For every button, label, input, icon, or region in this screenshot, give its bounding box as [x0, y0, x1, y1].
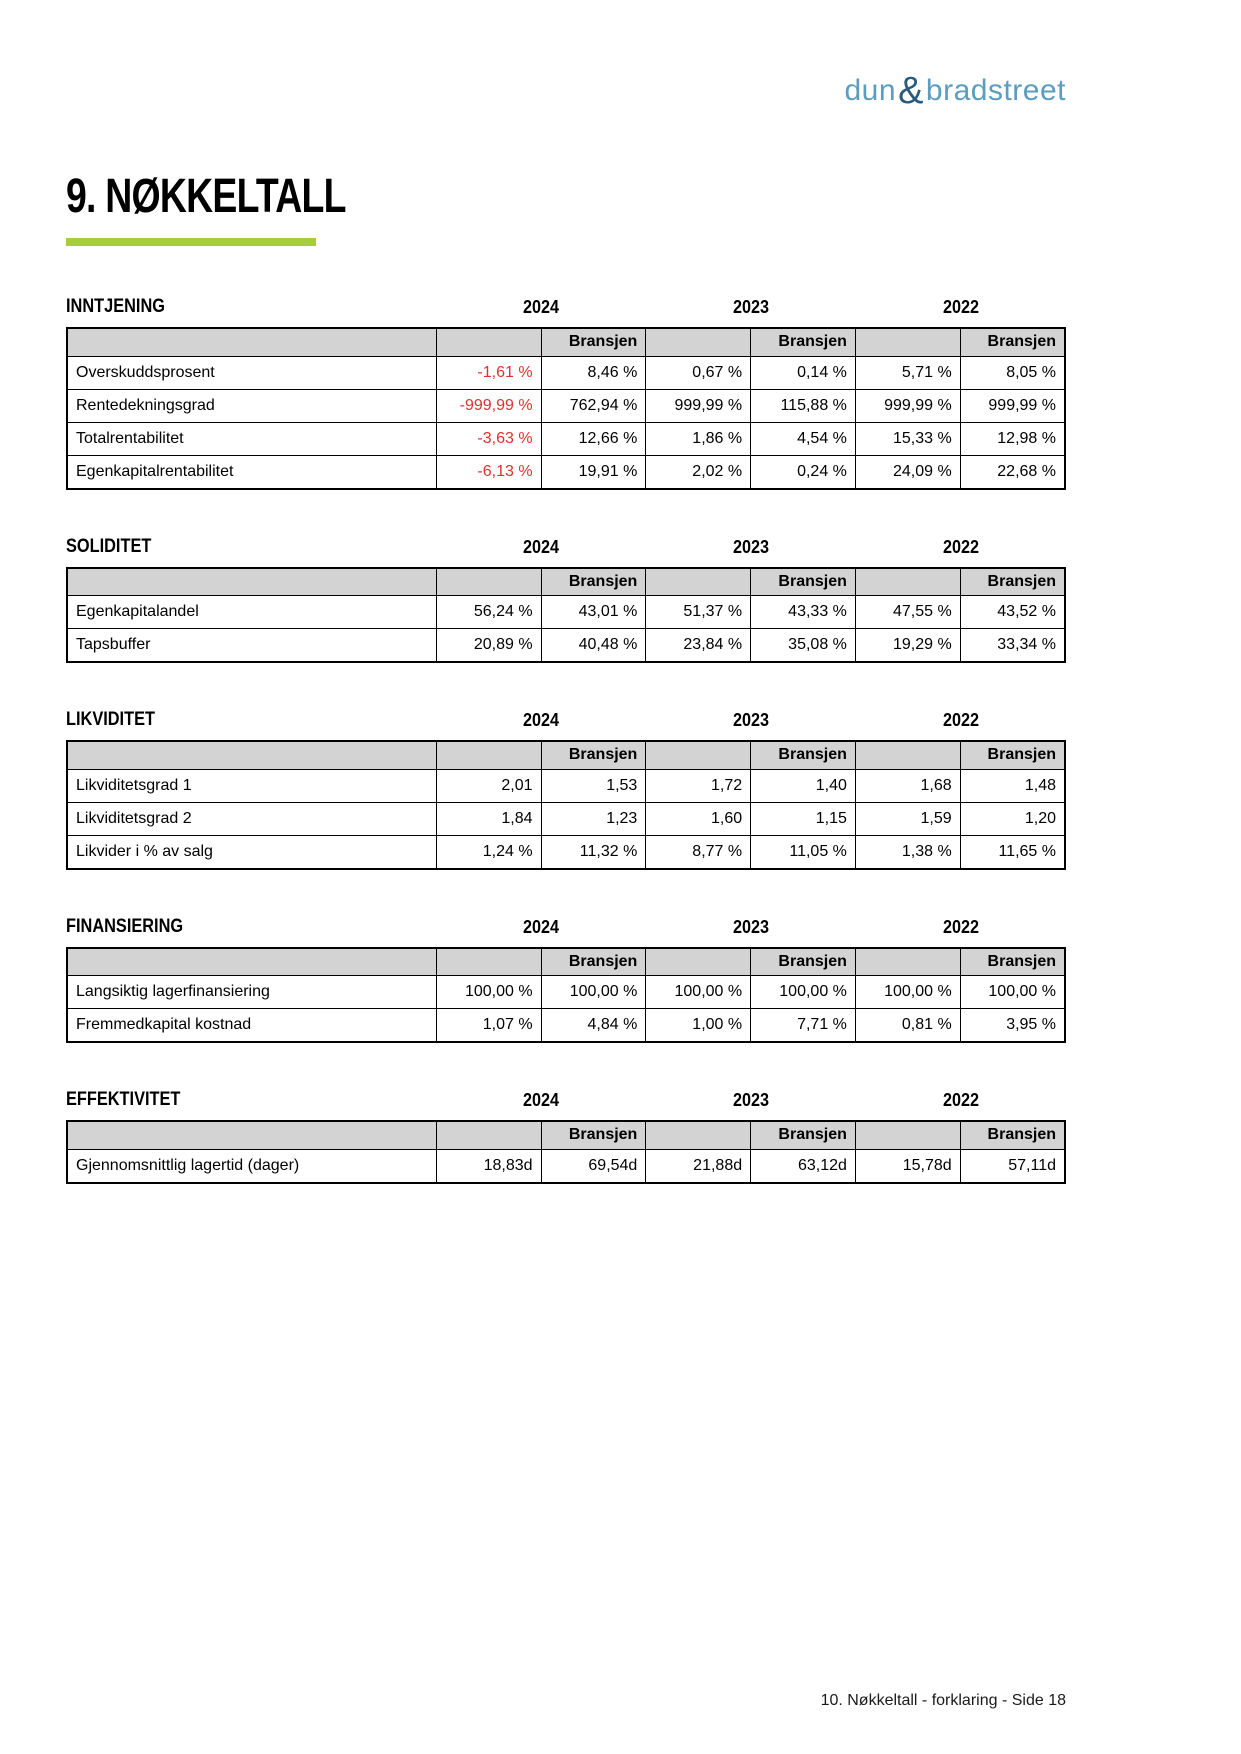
table-row — [67, 1149, 1065, 1183]
bransjen-header: Bransjen — [751, 741, 856, 769]
table-subheader-row — [67, 568, 1065, 596]
row-value: 1,68 — [855, 769, 960, 802]
row-value: 999,99 % — [960, 389, 1065, 422]
bransjen-header: Bransjen — [751, 328, 856, 356]
subheader-empty-cell — [67, 1121, 436, 1149]
row-value: 43,01 % — [541, 596, 646, 629]
logo-row — [66, 0, 1066, 113]
subheader-empty-cell — [855, 948, 960, 976]
subheader-empty-cell — [646, 741, 751, 769]
row-value: 19,29 % — [855, 629, 960, 663]
table-row — [67, 1009, 1065, 1043]
row-value: 21,88d — [646, 1149, 751, 1183]
section-header — [66, 536, 1066, 558]
subheader-empty-cell — [855, 328, 960, 356]
year-label-2022: 2022 — [942, 297, 980, 317]
row-value: 1,60 — [646, 802, 751, 835]
subheader-empty-cell — [646, 948, 751, 976]
row-label: Fremmedkapital kostnad — [67, 1009, 436, 1043]
table-row — [67, 356, 1065, 389]
row-value: 63,12d — [751, 1149, 856, 1183]
row-value: 7,71 % — [751, 1009, 856, 1043]
row-label: Totalrentabilitet — [67, 422, 436, 455]
year-label-2024: 2024 — [522, 1090, 560, 1110]
page-footer: 10. Nøkkeltall - forklaring - Side 18 — [820, 1692, 1066, 1709]
bransjen-header: Bransjen — [541, 741, 646, 769]
year-label-2023: 2023 — [732, 297, 770, 317]
row-label: Egenkapitalrentabilitet — [67, 455, 436, 489]
bransjen-header: Bransjen — [541, 1121, 646, 1149]
row-label: Likviditetsgrad 2 — [67, 802, 436, 835]
row-value: 40,48 % — [541, 629, 646, 663]
subheader-empty-cell — [67, 568, 436, 596]
row-value: 0,67 % — [646, 356, 751, 389]
bransjen-header: Bransjen — [541, 948, 646, 976]
bransjen-header: Bransjen — [960, 328, 1065, 356]
row-value: 762,94 % — [541, 389, 646, 422]
section-title: LIKVIDITET — [66, 709, 155, 730]
kpi-sections — [66, 296, 1066, 1184]
table-row — [67, 629, 1065, 663]
row-value: -3,63 % — [436, 422, 541, 455]
table-row — [67, 835, 1065, 869]
bransjen-header: Bransjen — [751, 948, 856, 976]
subheader-empty-cell — [436, 568, 541, 596]
row-value: 15,33 % — [855, 422, 960, 455]
row-value: 56,24 % — [436, 596, 541, 629]
row-value: 1,84 — [436, 802, 541, 835]
kpi-table — [66, 740, 1066, 870]
kpi-section — [66, 296, 1066, 490]
row-value: 22,68 % — [960, 455, 1065, 489]
year-label-2024: 2024 — [522, 710, 560, 730]
section-title: INNTJENING — [66, 296, 165, 317]
row-label: Overskuddsprosent — [67, 356, 436, 389]
row-value: 47,55 % — [855, 596, 960, 629]
row-value: 100,00 % — [855, 976, 960, 1009]
bransjen-header: Bransjen — [541, 568, 646, 596]
row-value: 19,91 % — [541, 455, 646, 489]
kpi-table — [66, 1120, 1066, 1184]
subheader-empty-cell — [436, 948, 541, 976]
kpi-table — [66, 327, 1066, 490]
row-value: 1,24 % — [436, 835, 541, 869]
subheader-empty-cell — [436, 1121, 541, 1149]
row-value: 1,38 % — [855, 835, 960, 869]
kpi-section — [66, 709, 1066, 870]
row-value: 11,05 % — [751, 835, 856, 869]
row-value: 4,54 % — [751, 422, 856, 455]
table-subheader-row — [67, 948, 1065, 976]
title-accent-bar — [66, 238, 316, 246]
logo-ampersand-icon: & — [898, 70, 924, 112]
kpi-section — [66, 1089, 1066, 1184]
row-value: 43,33 % — [751, 596, 856, 629]
bransjen-header: Bransjen — [960, 741, 1065, 769]
row-value: 2,02 % — [646, 455, 751, 489]
bransjen-header: Bransjen — [751, 1121, 856, 1149]
row-value: 100,00 % — [646, 976, 751, 1009]
subheader-empty-cell — [436, 741, 541, 769]
subheader-empty-cell — [855, 741, 960, 769]
table-row — [67, 596, 1065, 629]
row-value: 2,01 — [436, 769, 541, 802]
section-header — [66, 296, 1066, 318]
row-value: 8,05 % — [960, 356, 1065, 389]
year-label-2023: 2023 — [732, 536, 770, 557]
subheader-empty-cell — [646, 1121, 751, 1149]
section-header — [66, 709, 1066, 731]
row-value: 115,88 % — [751, 389, 856, 422]
row-value: 11,32 % — [541, 835, 646, 869]
kpi-section — [66, 536, 1066, 664]
row-value: 100,00 % — [751, 976, 856, 1009]
row-label: Langsiktig lagerfinansiering — [67, 976, 436, 1009]
kpi-table — [66, 567, 1066, 664]
row-value: 43,52 % — [960, 596, 1065, 629]
section-title: EFFEKTIVITET — [66, 1089, 181, 1110]
row-value: -1,61 % — [436, 356, 541, 389]
row-label: Likvider i % av salg — [67, 835, 436, 869]
logo-text-dun: dun — [844, 74, 897, 107]
kpi-table — [66, 947, 1066, 1044]
row-value: 8,46 % — [541, 356, 646, 389]
row-value: 5,71 % — [855, 356, 960, 389]
row-value: 100,00 % — [960, 976, 1065, 1009]
year-label-2022: 2022 — [942, 916, 980, 937]
row-label: Rentedekningsgrad — [67, 389, 436, 422]
kpi-section — [66, 916, 1066, 1044]
row-value: 1,59 — [855, 802, 960, 835]
section-title: SOLIDITET — [66, 535, 152, 557]
row-value: 999,99 % — [855, 389, 960, 422]
year-label-2024: 2024 — [522, 536, 560, 557]
row-value: 51,37 % — [646, 596, 751, 629]
subheader-empty-cell — [67, 328, 436, 356]
row-value: 0,24 % — [751, 455, 856, 489]
row-value: 57,11d — [960, 1149, 1065, 1183]
section-title: FINANSIERING — [66, 915, 184, 937]
row-value: 100,00 % — [541, 976, 646, 1009]
row-value: 3,95 % — [960, 1009, 1065, 1043]
row-value: -6,13 % — [436, 455, 541, 489]
subheader-empty-cell — [646, 328, 751, 356]
row-value: 999,99 % — [646, 389, 751, 422]
year-label-2022: 2022 — [942, 1090, 980, 1110]
subheader-empty-cell — [436, 328, 541, 356]
year-label-2023: 2023 — [732, 1090, 770, 1110]
subheader-empty-cell — [646, 568, 751, 596]
row-value: -999,99 % — [436, 389, 541, 422]
row-value: 33,34 % — [960, 629, 1065, 663]
page-content — [66, 0, 1066, 1754]
subheader-empty-cell — [67, 741, 436, 769]
row-value: 100,00 % — [436, 976, 541, 1009]
row-value: 35,08 % — [751, 629, 856, 663]
row-value: 18,83d — [436, 1149, 541, 1183]
year-label-2023: 2023 — [732, 710, 770, 730]
section-header — [66, 916, 1066, 938]
year-label-2022: 2022 — [942, 710, 980, 730]
row-value: 24,09 % — [855, 455, 960, 489]
row-value: 0,14 % — [751, 356, 856, 389]
table-row — [67, 769, 1065, 802]
row-value: 8,77 % — [646, 835, 751, 869]
row-value: 1,00 % — [646, 1009, 751, 1043]
section-header — [66, 1089, 1066, 1111]
bransjen-header: Bransjen — [960, 1121, 1065, 1149]
subheader-empty-cell — [67, 948, 436, 976]
table-row — [67, 455, 1065, 489]
row-label: Likviditetsgrad 1 — [67, 769, 436, 802]
row-value: 1,23 — [541, 802, 646, 835]
table-row — [67, 802, 1065, 835]
subheader-empty-cell — [855, 568, 960, 596]
page-title: 9. NØKKELTALL — [66, 170, 346, 223]
row-label: Gjennomsnittlig lagertid (dager) — [67, 1149, 436, 1183]
row-value: 1,07 % — [436, 1009, 541, 1043]
bransjen-header: Bransjen — [751, 568, 856, 596]
row-value: 4,84 % — [541, 1009, 646, 1043]
row-value: 1,86 % — [646, 422, 751, 455]
logo-text-bradstreet: bradstreet — [925, 74, 1066, 107]
row-value: 69,54d — [541, 1149, 646, 1183]
bransjen-header: Bransjen — [960, 948, 1065, 976]
table-row — [67, 389, 1065, 422]
table-subheader-row — [67, 741, 1065, 769]
bransjen-header: Bransjen — [541, 328, 646, 356]
row-value: 1,53 — [541, 769, 646, 802]
year-label-2024: 2024 — [522, 916, 560, 937]
row-label: Tapsbuffer — [67, 629, 436, 663]
row-label: Egenkapitalandel — [67, 596, 436, 629]
row-value: 1,48 — [960, 769, 1065, 802]
row-value: 1,15 — [751, 802, 856, 835]
year-label-2024: 2024 — [522, 297, 560, 317]
row-value: 23,84 % — [646, 629, 751, 663]
year-label-2022: 2022 — [942, 536, 980, 557]
dun-bradstreet-logo — [844, 70, 1067, 112]
table-subheader-row — [67, 328, 1065, 356]
row-value: 15,78d — [855, 1149, 960, 1183]
row-value: 1,40 — [751, 769, 856, 802]
subheader-empty-cell — [855, 1121, 960, 1149]
row-value: 1,20 — [960, 802, 1065, 835]
table-row — [67, 422, 1065, 455]
row-value: 12,98 % — [960, 422, 1065, 455]
table-subheader-row — [67, 1121, 1065, 1149]
year-label-2023: 2023 — [732, 916, 770, 937]
bransjen-header: Bransjen — [960, 568, 1065, 596]
row-value: 20,89 % — [436, 629, 541, 663]
row-value: 0,81 % — [855, 1009, 960, 1043]
row-value: 11,65 % — [960, 835, 1065, 869]
row-value: 12,66 % — [541, 422, 646, 455]
row-value: 1,72 — [646, 769, 751, 802]
table-row — [67, 976, 1065, 1009]
